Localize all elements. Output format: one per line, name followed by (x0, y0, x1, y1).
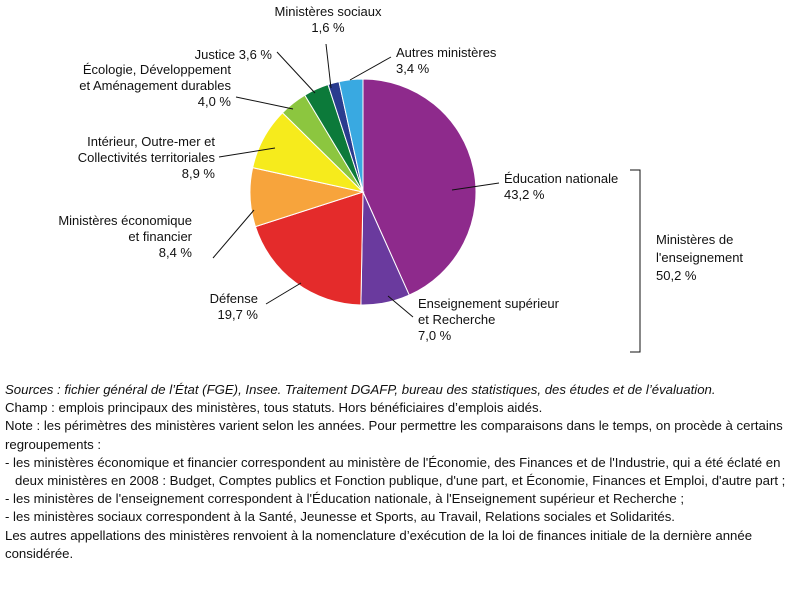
champ-note: Champ : emplois principaux des ministères, tous statuts. Hors bénéficiaires d’emplois aidés. (5, 400, 543, 416)
slice-label: Intérieur, Outre-mer et (87, 134, 215, 149)
slice-label: 43,2 % (504, 187, 545, 202)
slice-label: 4,0 % (197, 94, 231, 109)
group-bracket-line (630, 170, 640, 352)
slice-label: 3,4 % (396, 61, 430, 76)
group-label: 50,2 % (656, 268, 697, 283)
slice-label: et Recherche (418, 312, 496, 327)
slice-label: Éducation nationale (504, 171, 619, 186)
leader-line (277, 52, 315, 93)
leader-line (266, 283, 301, 304)
leader-line (213, 210, 254, 258)
group-label: Ministères de (656, 232, 734, 247)
slice-label: Autres ministères (396, 45, 497, 60)
note-bullet: - les ministères sociaux correspondent à la Santé, Jeunesse et Sports, au Travail, Relations sociales et Solidarités. (5, 509, 675, 525)
pie-slices (250, 79, 476, 305)
leader-line (236, 97, 293, 109)
chart-notes (5, 381, 797, 563)
sources-note: Sources : fichier général de l’État (FGE), Insee. Traitement DGAFP, bureau des statistiques, des études et de l’évaluation. (5, 382, 716, 397)
slice-label: Ministères économique (58, 213, 192, 228)
slice-label: 8,4 % (158, 245, 192, 260)
slice-label: 19,7 % (217, 307, 258, 322)
slice-label: 1,6 % (311, 20, 345, 35)
slice-label: et financier (128, 229, 192, 244)
leader-line (350, 57, 391, 80)
slice-label: Défense (209, 291, 258, 306)
slice-label: et Aménagement durables (79, 78, 231, 93)
slice-label: 7,0 % (418, 328, 452, 343)
slice-label: Justice 3,6 % (194, 47, 272, 62)
closing-note: Les autres appellations des ministères renvoient à la nomenclature d’exécution de la loi de finances initiale de la dernière année considérée. (5, 527, 753, 561)
group-bracket (630, 170, 743, 352)
group-label: l'enseignement (656, 250, 744, 265)
slice-label: Écologie, Développement (82, 62, 231, 77)
leader-line (388, 296, 413, 317)
slice-label: Enseignement supérieur (418, 296, 559, 311)
perimeter-note: Note : les périmètres des ministères varient selon les années. Pour permettre les comparaisons dans le temps, on procède à certains regroupements : (5, 418, 783, 452)
slice-label: Collectivités territoriales (77, 150, 215, 165)
leader-line (326, 44, 331, 88)
note-bullet: - les ministères économique et financier correspondent au ministère de l'Économie, des Finances et de l'Industrie, qui a été éclaté en deux ministères en 2008 : Budget, Comptes publics et Fonction publique, d'une part, et Économie, Finances et Emploi, d'autre part ; (5, 454, 786, 489)
slice-label: Ministères sociaux (274, 4, 382, 19)
note-bullet: - les ministères de l'enseignement correspondent à l'Éducation nationale, à l'Enseignement supérieur et Recherche ; (5, 491, 685, 507)
slice-label: 8,9 % (181, 166, 215, 181)
